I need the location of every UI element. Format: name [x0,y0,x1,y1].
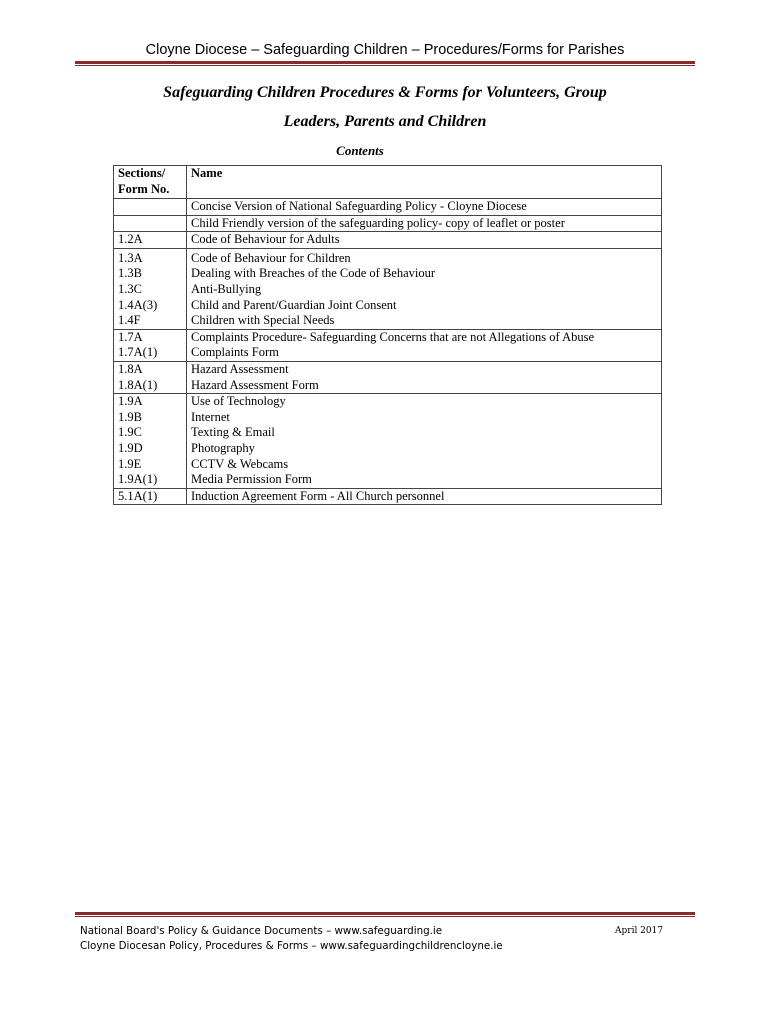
column-header-section-line2: Form No. [118,181,170,196]
table-row [114,488,662,505]
section-cell: 1.9B [114,410,187,426]
section-cell: 1.8A [114,361,187,377]
footer-text [80,924,690,954]
section-cell: 1.3C [114,282,187,298]
name-cell: Code of Behaviour for Adults [187,232,662,249]
table-row [114,457,662,473]
table-row [114,266,662,282]
name-cell: Complaints Procedure- Safeguarding Concerns that are not Allegations of Abuse [187,329,662,345]
name-cell: Concise Version of National Safeguarding Policy - Cloyne Diocese [187,199,662,216]
section-cell [114,199,187,216]
section-cell: 1.9D [114,441,187,457]
table-row [114,394,662,410]
section-cell: 1.3B [114,266,187,282]
table-row [114,248,662,266]
name-cell: Child Friendly version of the safeguarding policy- copy of leaflet or poster [187,215,662,232]
table-row [114,282,662,298]
footer-line2: Cloyne Diocesan Policy, Procedures & Forms – www.safeguardingchildrencloyne.ie [80,940,503,952]
section-cell: 1.9C [114,425,187,441]
name-cell: Photography [187,441,662,457]
section-cell: 1.9A [114,394,187,410]
section-cell: 1.9A(1) [114,472,187,488]
table-row [114,215,662,232]
section-cell: 1.8A(1) [114,378,187,394]
footer-rule [75,912,695,917]
running-header: Cloyne Diocese – Safeguarding Children – Procedures/Forms for Parishes [145,42,625,58]
name-cell: Hazard Assessment Form [187,378,662,394]
name-cell: Internet [187,410,662,426]
table-row [114,378,662,394]
column-header-name: Name [187,166,662,199]
table-row [114,199,662,216]
footer-line1: National Board's Policy & Guidance Documents – www.safeguarding.ie [80,925,443,937]
footer-date: April 2017 [615,926,664,936]
section-cell: 1.4F [114,313,187,329]
table-row [114,313,662,329]
table-row [114,298,662,314]
table-row [114,410,662,426]
name-cell: Texting & Email [187,425,662,441]
name-cell: Child and Parent/Guardian Joint Consent [187,298,662,314]
table-row [114,472,662,488]
table-row [114,361,662,377]
section-cell: 1.9E [114,457,187,473]
name-cell: Use of Technology [187,394,662,410]
header-rule [75,61,695,66]
table-row [114,329,662,345]
section-cell: 1.7A(1) [114,345,187,361]
name-cell: Media Permission Form [187,472,662,488]
table-row [114,441,662,457]
document-title-line1: Safeguarding Children Procedures & Forms for Volunteers, Group [163,84,607,101]
column-header-section-line1: Sections/ [118,166,166,180]
table-row [114,345,662,361]
document-title-line2: Leaders, Parents and Children [283,113,487,130]
name-cell: Anti-Bullying [187,282,662,298]
name-cell: CCTV & Webcams [187,457,662,473]
name-cell: Induction Agreement Form - All Church personnel [187,488,662,505]
section-cell: 1.4A(3) [114,298,187,314]
section-cell [114,215,187,232]
section-cell: 1.7A [114,329,187,345]
section-cell: 1.2A [114,232,187,249]
name-cell: Children with Special Needs [187,313,662,329]
contents-table [113,165,662,505]
section-cell: 5.1A(1) [114,488,187,505]
table-header-row [114,166,662,199]
contents-heading: Contents [336,143,384,158]
table-row [114,232,662,249]
name-cell: Code of Behaviour for Children [187,248,662,266]
table-row [114,425,662,441]
name-cell: Complaints Form [187,345,662,361]
column-header-section [114,166,187,199]
name-cell: Dealing with Breaches of the Code of Behaviour [187,266,662,282]
section-cell: 1.3A [114,248,187,266]
name-cell: Hazard Assessment [187,361,662,377]
